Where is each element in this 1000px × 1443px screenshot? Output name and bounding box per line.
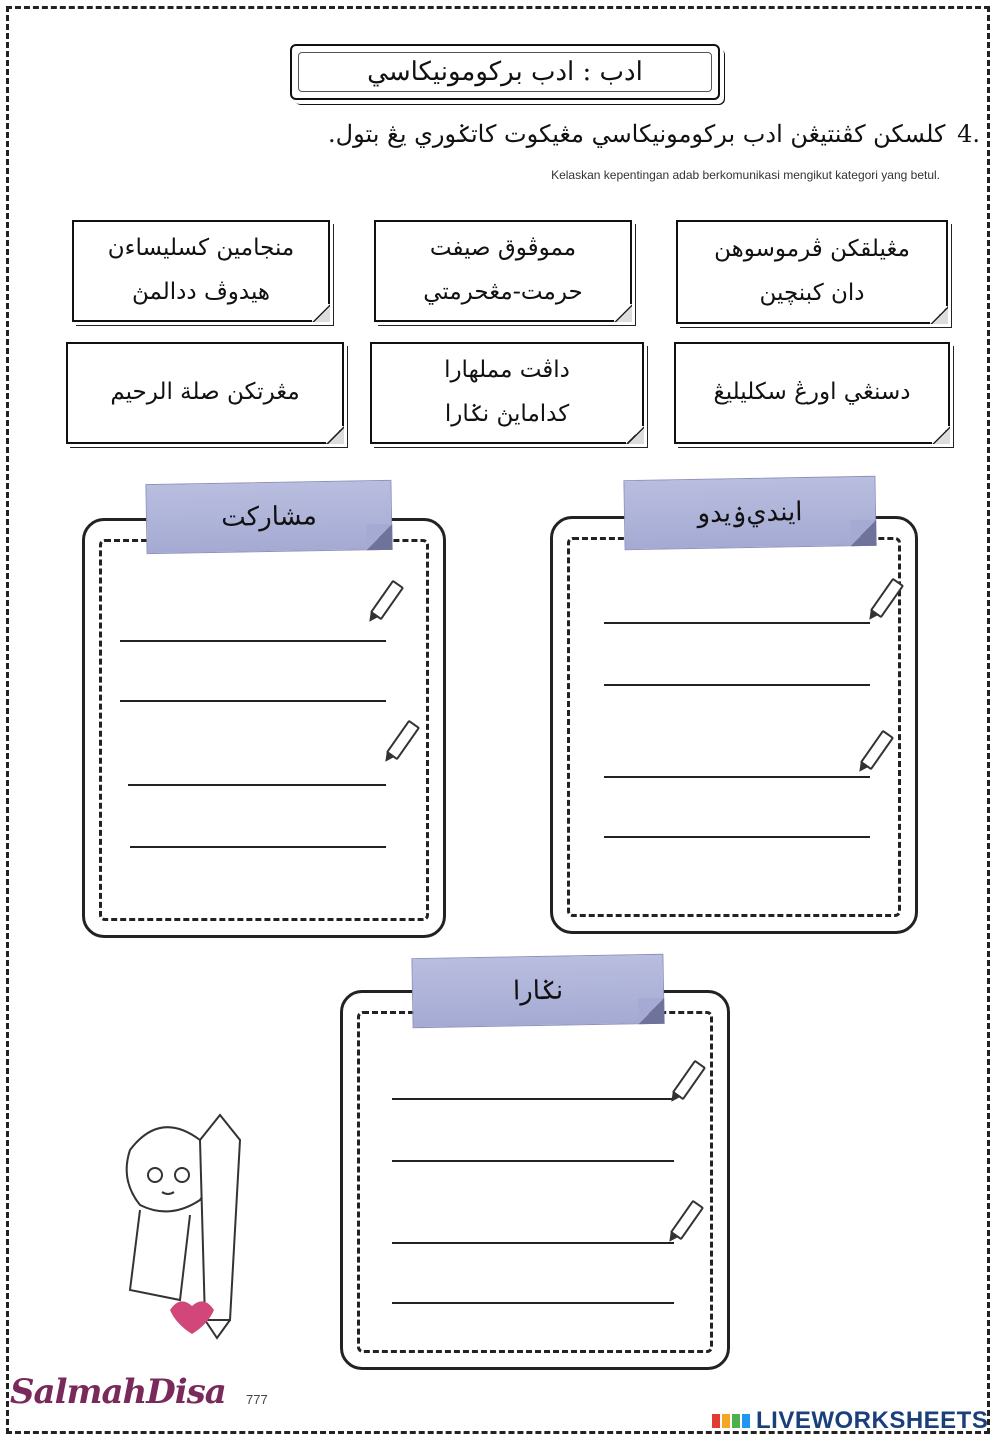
answer-line[interactable] xyxy=(128,784,386,786)
answer-line[interactable] xyxy=(604,776,870,778)
boy-with-pencil-illustration xyxy=(70,1110,260,1340)
page-curl-icon xyxy=(930,306,948,324)
instruction-jawi xyxy=(180,120,980,148)
brand-text: LIVEWORKSHEETS xyxy=(756,1407,989,1434)
card-line: حرمت-مڠحرمتي xyxy=(423,279,583,305)
card-line: داڤت مملهارا xyxy=(444,357,570,384)
page-curl-icon xyxy=(932,426,950,444)
board-label-tab xyxy=(623,476,876,550)
instruction-latin: Kelaskan kepentingan adab berkomunikasi mengikut kategori yang betul. xyxy=(551,168,940,182)
page-curl-icon xyxy=(326,426,344,444)
answer-line[interactable] xyxy=(604,836,870,838)
answer-line[interactable] xyxy=(392,1160,674,1162)
instruction-text: کلسکن کڤنتيڠن ادب برکومونيکاسي مڠيکوت کاتݢوري يڠ بتول. xyxy=(328,120,946,148)
answer-line[interactable] xyxy=(392,1098,674,1100)
answer-card[interactable] xyxy=(676,220,948,324)
answer-line[interactable] xyxy=(130,846,386,848)
board-label: ايندي‌ۏيدو xyxy=(697,497,803,529)
page-title: ادب : ادب برکومونيکاسي xyxy=(367,57,643,87)
heart-icon xyxy=(170,1301,214,1334)
answer-card[interactable] xyxy=(374,220,632,322)
answer-line[interactable] xyxy=(604,622,870,624)
answer-card[interactable] xyxy=(72,220,330,322)
page-curl-icon xyxy=(614,304,632,322)
card-line: مڠيلقکن ڤرموسوهن xyxy=(714,236,910,263)
drop-board-individu[interactable] xyxy=(550,516,918,934)
logo-mark-icon xyxy=(712,1414,750,1428)
answer-card[interactable] xyxy=(674,342,950,444)
board-label-tab xyxy=(411,954,664,1028)
answer-line[interactable] xyxy=(392,1242,674,1244)
answer-card[interactable] xyxy=(66,342,344,444)
card-line: مموڤوق صيفت xyxy=(429,235,577,262)
answer-line[interactable] xyxy=(392,1302,674,1304)
card-line: منجامين کسليساءن xyxy=(107,235,295,262)
page-curl-icon xyxy=(312,304,330,322)
board-dashed-frame xyxy=(567,537,901,917)
card-line: دان کبنچين xyxy=(759,280,865,306)
answer-line[interactable] xyxy=(120,700,386,702)
card-line: مڠرتکن صلة الرحيم xyxy=(110,379,300,406)
answer-line[interactable] xyxy=(120,640,386,642)
title-box xyxy=(290,44,720,100)
page-curl-icon xyxy=(626,426,644,444)
card-line: هيدوڤ ددالمڽ xyxy=(131,279,271,305)
question-number: 4. xyxy=(957,120,980,148)
liveworksheets-logo xyxy=(712,1407,988,1435)
signature-number: 777 xyxy=(246,1392,268,1407)
answer-card[interactable] xyxy=(370,342,644,444)
card-line: کدامايڽ نݢارا xyxy=(444,401,570,427)
board-label: مشارکت xyxy=(220,501,318,533)
author-signature: SalmahDisa xyxy=(10,1372,226,1412)
drop-board-negara[interactable] xyxy=(340,990,730,1370)
board-label: نݢارا xyxy=(512,975,564,1007)
answer-line[interactable] xyxy=(604,684,870,686)
card-line: دسنڠي اورڠ سکليليڠ xyxy=(713,379,911,406)
board-label-tab xyxy=(145,480,392,554)
